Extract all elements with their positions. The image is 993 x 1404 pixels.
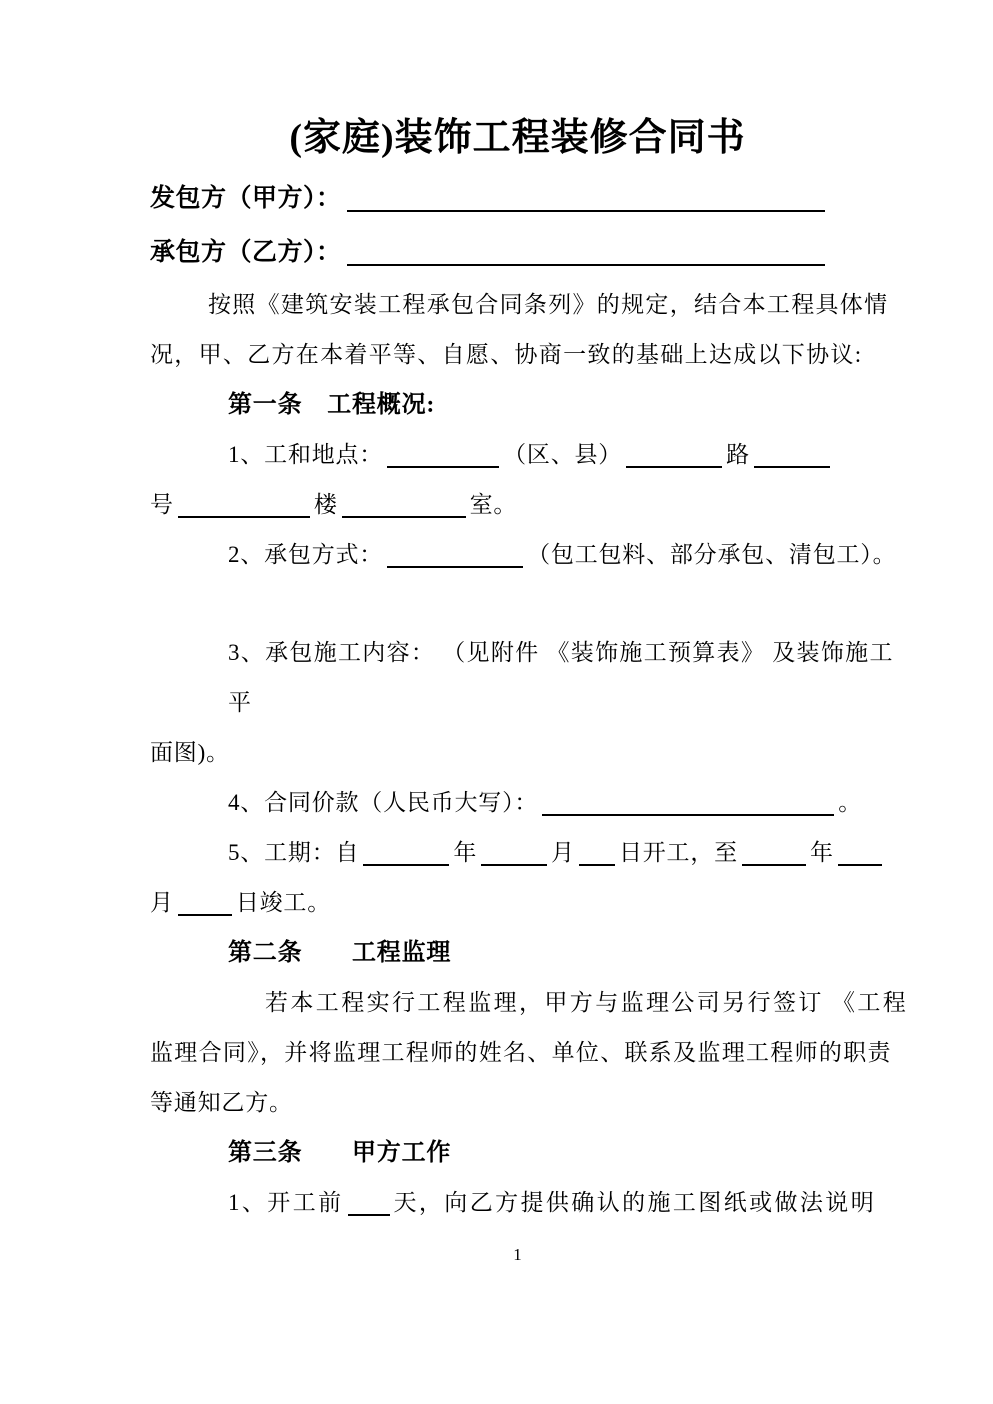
text-segment: 天，向乙方提供确认的施工图纸或做法说明	[393, 1190, 877, 1215]
text-segment: 楼	[313, 492, 338, 517]
text-segment: 第二条 工程监理	[228, 940, 452, 966]
fill-in-blank-underline	[347, 239, 825, 266]
text-segment: 月	[150, 890, 174, 915]
fill-in-blank-underline	[178, 891, 232, 916]
text-segment: 1、工和地点：	[228, 442, 384, 467]
section-1-heading	[150, 380, 885, 430]
text-segment: 1、开工前	[228, 1190, 344, 1215]
text-segment: 面图)。	[150, 740, 230, 765]
text-segment: 第一条 工程概况:	[228, 392, 436, 418]
text-segment: 年	[809, 840, 834, 865]
text-segment: 监理合同》，并将监理工程师的姓名、单位、联系及监理工程师的职责	[150, 1040, 892, 1065]
text-segment: 3、承包施工内容： （见附件 《装饰施工预算表》 及装饰施工	[228, 640, 894, 665]
clause-3-item-1	[150, 1178, 885, 1228]
fill-in-blank-underline	[348, 1191, 390, 1216]
text-segment: 日开工，至	[618, 840, 738, 865]
text-segment: 按照《建筑安装工程承包合同条列》的规定，结合本工程具体情	[208, 292, 889, 317]
fill-in-blank-underline	[542, 791, 834, 816]
item-1-line-a	[150, 430, 885, 480]
item-5-line-a	[150, 828, 885, 878]
fill-in-blank-underline	[387, 443, 499, 468]
fill-in-blank-underline	[347, 185, 825, 212]
item-4-line	[150, 778, 885, 828]
text-segment: 若本工程实行工程监理，甲方与监理公司另行签订 《工程	[265, 990, 909, 1015]
party-a-line	[150, 172, 885, 226]
text-segment: 日竣工。	[235, 890, 332, 915]
intro-line-1	[150, 280, 889, 330]
fill-in-blank-underline	[838, 841, 882, 866]
text-segment: 等通知乙方。	[150, 1090, 293, 1115]
text-segment: 5、工期：自	[228, 840, 360, 865]
fill-in-blank-underline	[387, 543, 523, 568]
fill-in-blank-underline	[742, 841, 806, 866]
text-segment: （区、县）	[503, 442, 623, 467]
text-segment: 第三条 甲方工作	[228, 1140, 452, 1166]
text-segment: （包工包料、部分承包、清包工）。	[527, 542, 897, 567]
text-segment: 年	[453, 840, 478, 865]
text-segment: 况，甲、乙方在本着平等、自愿、协商一致的基础上达成以下协议:	[150, 342, 863, 367]
item-3-line-b	[150, 678, 885, 728]
fill-in-blank-underline	[579, 841, 615, 866]
text-segment: 路	[726, 442, 750, 467]
clause-2-line-3	[150, 1078, 885, 1128]
item-1-line-b	[150, 480, 885, 530]
item-3-line-a	[150, 628, 894, 678]
intro-line-2	[150, 330, 885, 380]
text-segment: 。	[838, 790, 863, 815]
fill-in-blank-underline	[481, 841, 547, 866]
section-2-heading	[150, 928, 885, 978]
fill-in-blank-underline	[754, 443, 830, 468]
text-segment: 月	[551, 840, 575, 865]
text-segment: 号	[150, 492, 174, 517]
text-segment: 承包方（乙方）：	[150, 239, 342, 266]
item-5-line-b	[150, 878, 885, 928]
fill-in-blank-underline	[342, 493, 466, 518]
fill-in-blank-underline	[178, 493, 310, 518]
page-title: (家庭)装饰工程装修合同书	[289, 117, 746, 159]
item-3-line-c	[150, 728, 885, 778]
fill-in-blank-underline	[363, 841, 449, 866]
text-segment: 室。	[469, 492, 518, 517]
text-segment: 2、承包方式：	[228, 542, 384, 567]
item-2-line	[150, 530, 897, 580]
section-3-heading	[150, 1128, 885, 1178]
text-segment: 平	[228, 690, 252, 715]
fill-in-blank-underline	[626, 443, 722, 468]
clause-2-line-1	[150, 978, 909, 1028]
page-number: 1	[513, 1245, 522, 1264]
document-lines	[150, 172, 909, 1228]
text-segment: 发包方（甲方）：	[150, 185, 342, 212]
text-segment: 4、合同价款（人民币大写）：	[228, 790, 539, 815]
clause-2-line-2	[150, 1028, 892, 1078]
party-b-line	[150, 226, 885, 280]
